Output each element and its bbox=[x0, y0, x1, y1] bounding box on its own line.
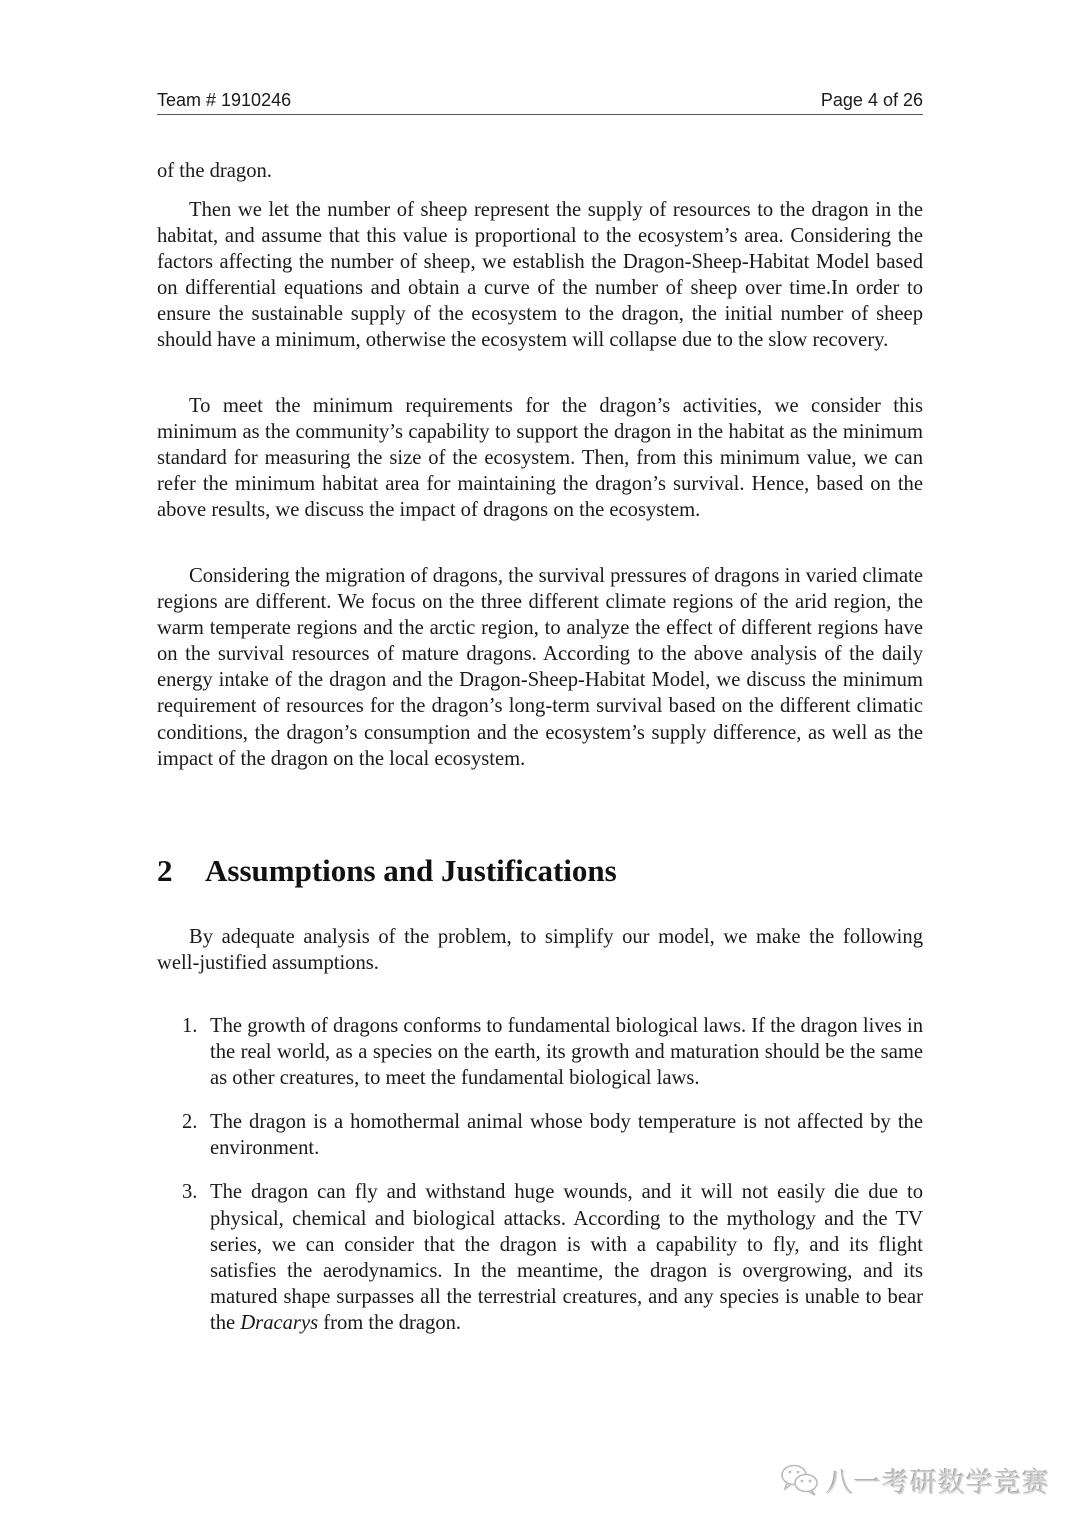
assumption-text: The dragon is a homothermal animal whose body temperature is not affected by the environment. bbox=[210, 1111, 923, 1160]
paragraph-continuation: of the dragon. bbox=[157, 160, 272, 182]
paragraph-minimum-requirements: To meet the minimum requirements for the dragon’s activities, we consider this minimum as the community’s capability to support the dragon in the habitat as the minimum standard for measuring the size of the ecosystem. Then, from this minimum value, we can refer the minimum habitat area for maintaining the dragon’s survival. Hence, based on the above results, we discuss the impact of dragons on the ecosystem. bbox=[157, 395, 923, 522]
section-heading bbox=[157, 852, 617, 890]
watermark bbox=[780, 1460, 1050, 1500]
assumption-text: The growth of dragons conforms to fundamental biological laws. If the dragon lives in the real world, as a species on the earth, its growth and maturation should be the same as other creatures, to meet the fundamental biological laws. bbox=[210, 1015, 923, 1090]
section-title: Assumptions and Justifications bbox=[205, 853, 617, 888]
dracarys-emphasis: Dracarys bbox=[240, 1311, 319, 1334]
wechat-icon bbox=[780, 1463, 820, 1497]
assumption-text-after: from the dragon. bbox=[318, 1311, 462, 1334]
paragraph-climate-regions: Considering the migration of dragons, the survival pressures of dragons in varied climate regions are different. We focus on the three different climate regions of the arid region, the warm temperate regions and the arctic region, to analyze the effect of different regions have on the survival resources of mature dragons. According to the above analysis of the daily energy intake of the dragon and the Dragon-Sheep-Habitat Model, we discuss the minimum requirement of resources for the dragon’s long-term survival based on the different climatic conditions, the dragon’s consumption and the ecosystem’s supply difference, as well as the impact of the dragon on the local ecosystem. bbox=[157, 565, 923, 770]
section-number: 2 bbox=[157, 853, 173, 888]
section-intro: By adequate analysis of the problem, to simplify our model, we make the following well-justified assumptions. bbox=[157, 926, 923, 975]
paragraph-sheep-model: Then we let the number of sheep represent the supply of resources to the dragon in the habitat, and assume that this value is proportional to the ecosystem’s area. Considering the factors affecting the number of sheep, we establish the Dragon-Sheep-Habitat Model based on differential equations and obtain a curve of the number of sheep over time.In order to ensure the sustainable supply of the ecosystem to the dragon, the initial number of sheep should have a minimum, otherwise the ecosystem will collapse due to the slow recovery. bbox=[157, 199, 923, 352]
assumption-item bbox=[157, 1109, 923, 1161]
list-marker: 3. bbox=[182, 1181, 198, 1204]
running-header bbox=[157, 88, 923, 115]
watermark-text: 八一考研数学竞赛 bbox=[826, 1467, 1050, 1499]
team-number: Team # 1910246 bbox=[157, 90, 292, 110]
assumption-text-before: The dragon can fly and withstand huge wounds, and it will not easily die due to physical, chemical and biological attacks. According to the mythology and the TV series, we can consider that the dragon is with a capability to fly, and its flight satisfies the aerodynamics. In the meantime, the dragon is overgrowing, and its matured shape surpasses all the terrestrial creatures, and any species is unable to bear the bbox=[210, 1181, 923, 1334]
page-number: Page 4 of 26 bbox=[820, 90, 923, 110]
list-marker: 2. bbox=[182, 1111, 198, 1134]
assumptions-list bbox=[157, 1013, 923, 1354]
list-marker: 1. bbox=[182, 1015, 198, 1037]
assumption-item bbox=[157, 1179, 923, 1336]
assumption-item bbox=[157, 1013, 923, 1091]
